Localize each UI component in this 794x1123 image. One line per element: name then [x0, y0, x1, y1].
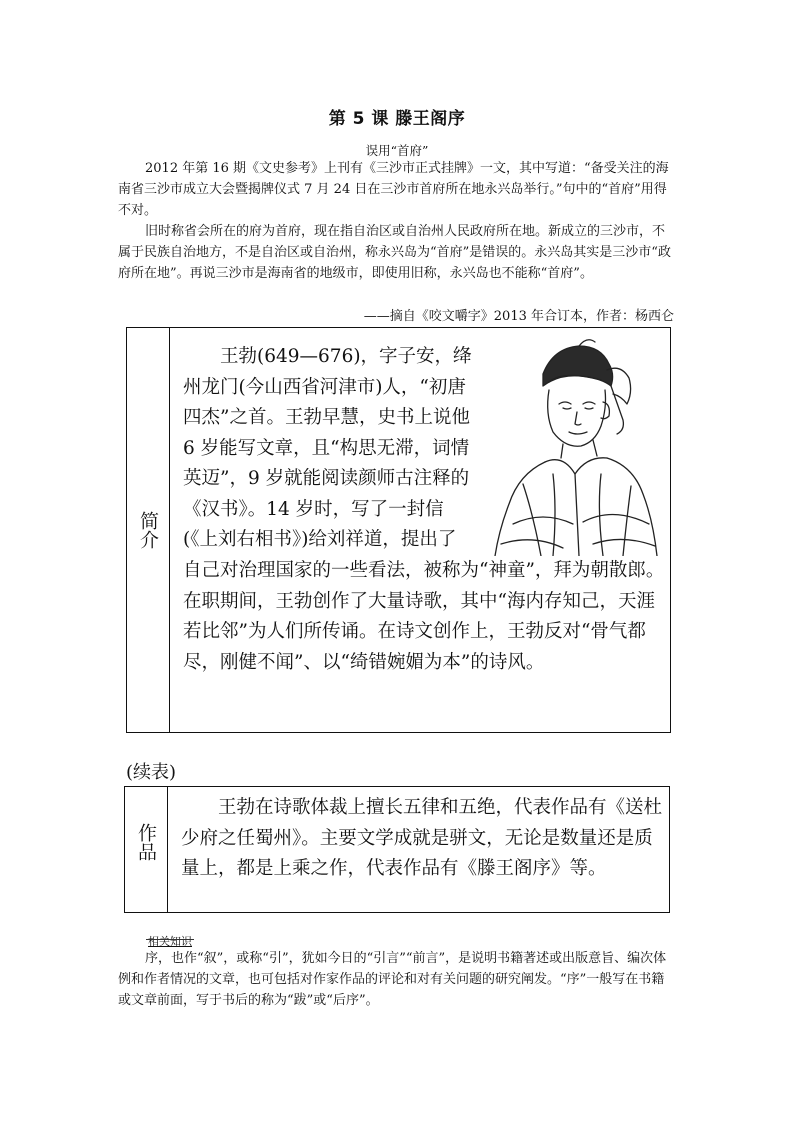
paragraph-1-text: 2012 年第 16 期《文史参考》上刊有《三沙市正式挂牌》一文，其中写道：“备受关注的海南省三沙市成立大会暨揭牌仪式 7 月 24 日在三沙市首府所在地永兴岛举行。”句中的“首府”用得不对。 [118, 161, 669, 218]
intro-label: 简介 [137, 511, 159, 549]
related-knowledge-text: 序，也作“叙”，或称“引”，犹如今日的“引言”“前言”，是说明书籍著述或出版意旨、编次体例和作者情况的文章，也可包括对作家作品的评论和对有关问题的研究阐发。“序”一般写在书籍或文章前面，写于书后的称为“跋”或“后序”。 [118, 951, 667, 1008]
wang-bo-portrait [483, 334, 666, 556]
paragraph-2-text: 旧时称省会所在的府为首府，现在指自治区或自治州人民政府所在地。新成立的三沙市，不属于民族自治地方，不是自治区或自治州，称永兴岛为“首府”是错误的。永兴岛其实是三沙市“政府所在地”。再说三沙市是海南省的地级市，即使用旧称，永兴岛也不能称“首府”。 [118, 224, 671, 281]
related-knowledge-paragraph [118, 948, 674, 1011]
intro-text-wrapped [183, 342, 473, 556]
works-text-content: 王勃在诗歌体裁上擅长五律和五绝，代表作品有《送杜少府之任蜀州》。主要文学成就是骈文，无论是数量还是质量上，都是上乘之作，代表作品有《滕王阁序》等。 [181, 797, 663, 879]
article-paragraph-2 [118, 221, 674, 284]
article-subtitle: 误用“首府” [365, 143, 429, 158]
intro-text-full: 自己对治理国家的一些看法，被称为“神童”，拜为朝散郎。在职期间，王勃创作了大量诗歌，其中“海内存知己，天涯若比邻”为人们所传诵。在诗文创作上，王勃反对“骨气都尽，刚健不闻”、以“绮错婉媚为本”的诗风。 [183, 560, 665, 673]
intro-label-cell [127, 328, 170, 732]
article-source: ——摘自《咬文嚼字》2013 年合订本，作者：杨西仑 [363, 309, 674, 324]
works-label-cell [125, 787, 168, 912]
works-text [181, 793, 663, 885]
related-knowledge-label: 相关知识 [148, 935, 192, 948]
works-label: 作品 [135, 823, 157, 861]
intro-table [126, 327, 671, 733]
article-paragraph-1 [118, 158, 674, 221]
continued-label: (续表) [126, 762, 177, 783]
lesson-title: 第 5 课 滕王阁序 [328, 109, 466, 129]
works-table [124, 786, 670, 913]
intro-text-part-1: 王勃(649—676)，字子安，绛州龙门(今山西省河津市)人，“初唐四杰”之首。王勃早慧，史书上说他 6 岁能写文章，且“构思无滞，词情英迈”，9 岁就能阅读颜师古注释的《汉书》。14 岁时，写了一封信(《上刘右相书》)给刘祥道，提出了 [183, 346, 472, 550]
